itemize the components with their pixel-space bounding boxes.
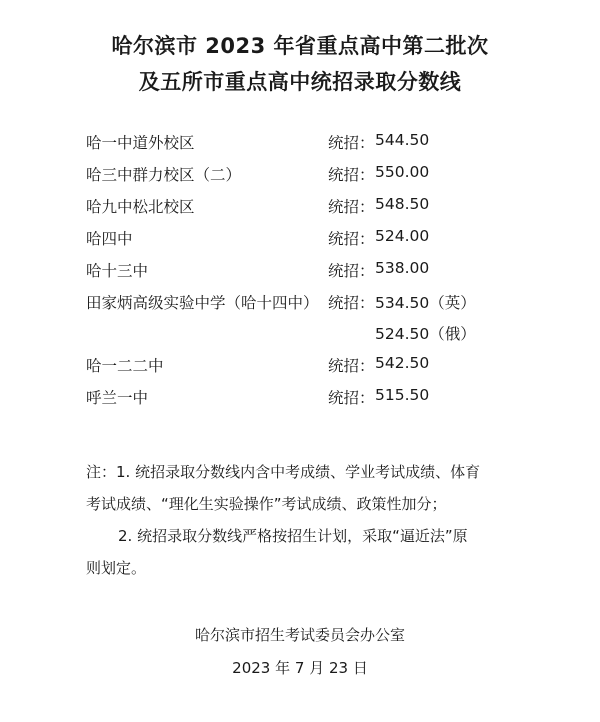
score-label: 统招：: [328, 166, 375, 184]
score-label: 统招：: [328, 262, 375, 280]
score-row: [0, 291, 600, 317]
score-row-continuation: [0, 322, 600, 348]
score-value: 544.50: [375, 131, 430, 149]
score-value: 534.50（英）: [375, 294, 476, 312]
document-title-line-2: 及五所市重点高中统招录取分数线: [138, 70, 462, 94]
school-name: 哈一中道外校区: [86, 134, 195, 152]
score-row: [0, 227, 600, 253]
score-value: 542.50: [375, 354, 430, 372]
note-1-line-2: 考试成绩、“理化生实验操作”考试成绩、政策性加分；: [86, 495, 447, 513]
issuing-office: 哈尔滨市招生考试委员会办公室: [194, 626, 405, 644]
school-name: 哈四中: [86, 230, 133, 248]
school-name: 呼兰一中: [86, 389, 149, 407]
score-value: 515.50: [375, 386, 430, 404]
score-value: 550.00: [375, 163, 430, 181]
school-name: 田家炳高级实验中学（哈十四中）: [86, 294, 319, 312]
school-name: 哈十三中: [86, 262, 149, 280]
score-value: 538.00: [375, 259, 430, 277]
score-value: 548.50: [375, 195, 430, 213]
document-title-line-1: 哈尔滨市 2023 年省重点高中第二批次: [111, 34, 489, 58]
school-name: 哈九中松北校区: [86, 198, 195, 216]
score-row: [0, 163, 600, 189]
note-1-line-1: 注：1. 统招录取分数线内含中考成绩、学业考试成绩、体育: [86, 463, 481, 481]
score-label: 统招：: [328, 198, 375, 216]
issue-date: 2023 年 7 月 23 日: [232, 659, 368, 677]
note-2-line-1: 2. 统招录取分数线严格按招生计划，采取“逼近法”原: [118, 527, 468, 545]
score-value-secondary: 524.50（俄）: [375, 325, 476, 343]
score-label: 统招：: [328, 230, 375, 248]
score-label: 统招：: [328, 294, 375, 312]
score-row: [0, 259, 600, 285]
score-row: [0, 131, 600, 157]
school-name: 哈三中群力校区（二）: [86, 166, 242, 184]
school-name: 哈一二二中: [86, 357, 164, 375]
score-row: [0, 354, 600, 380]
score-value: 524.00: [375, 227, 430, 245]
score-label: 统招：: [328, 357, 375, 375]
note-2-line-2: 则划定。: [86, 559, 147, 577]
score-label: 统招：: [328, 389, 375, 407]
score-row: [0, 195, 600, 221]
score-row: [0, 386, 600, 412]
score-label: 统招：: [328, 134, 375, 152]
